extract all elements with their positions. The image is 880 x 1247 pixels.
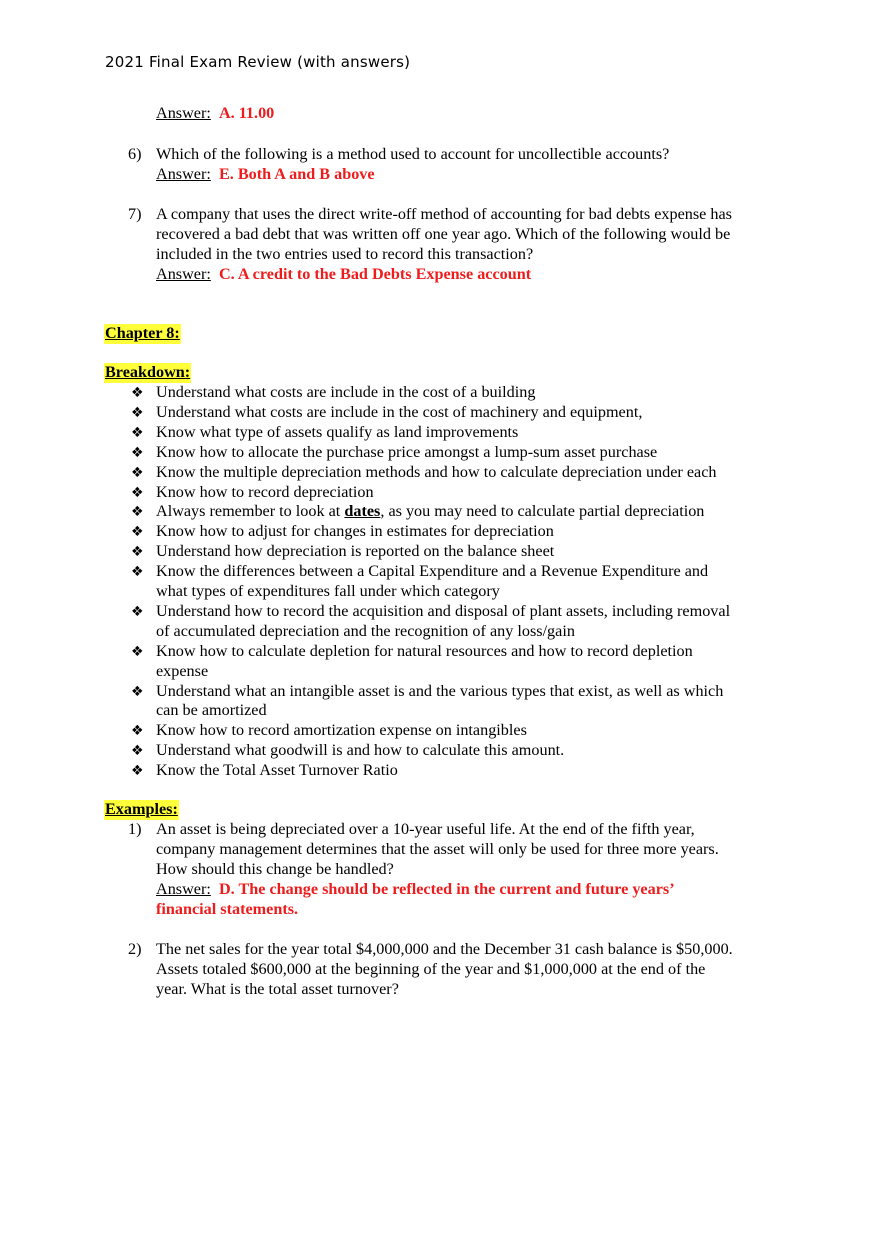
bullet-icon: ❖ xyxy=(131,643,144,660)
answer-value: A. 11.00 xyxy=(218,104,275,122)
breakdown-heading: Breakdown: xyxy=(105,363,191,381)
breakdown-item: Understand what an intangible asset is and the various types that exist, as well as which xyxy=(156,681,724,700)
page-header: 2021 Final Exam Review (with answers) xyxy=(105,53,411,71)
answer-value: C. A credit to the Bad Debts Expense account xyxy=(218,265,532,283)
breakdown-item: can be amortized xyxy=(156,701,267,720)
bullet-icon: ❖ xyxy=(131,385,144,401)
breakdown-item: Know what type of assets qualify as land improvements xyxy=(156,422,519,441)
bullet-icon: ❖ xyxy=(131,683,144,700)
bullet-icon: ❖ xyxy=(131,424,144,441)
breakdown-item: of accumulated depreciation and the recognition of any loss/gain xyxy=(156,621,575,640)
example-number: 2) xyxy=(128,940,142,958)
breakdown-item: Understand what goodwill is and how to calculate this amount. xyxy=(156,741,565,760)
bullet-icon: ❖ xyxy=(131,524,144,541)
breakdown-item: Understand what costs are include in the cost of machinery and equipment, xyxy=(156,402,643,421)
breakdown-item: Know the multiple depreciation methods and how to calculate depreciation under each xyxy=(156,462,717,481)
breakdown-item xyxy=(156,502,704,522)
question-text-line: included in the two entries used to record this transaction? xyxy=(156,245,534,263)
question-number: 7) xyxy=(128,205,142,223)
example-text-line: Assets totaled $600,000 at the beginning of the year and $1,000,000 at the end of the xyxy=(156,960,706,978)
example-text-line: year. What is the total asset turnover? xyxy=(156,980,399,998)
breakdown-item: Know the differences between a Capital Expenditure and a Revenue Expenditure and xyxy=(156,562,709,581)
question-text: Which of the following is a method used to account for uncollectible accounts? xyxy=(156,145,670,163)
answer-label: Answer: xyxy=(156,880,211,898)
bullet-icon: ❖ xyxy=(131,404,144,421)
examples-heading: Examples: xyxy=(105,800,178,818)
breakdown-item: Know how to record depreciation xyxy=(156,482,374,501)
breakdown-item: Understand how depreciation is reported on the balance sheet xyxy=(156,542,555,561)
bullet-icon: ❖ xyxy=(131,544,144,561)
answer-label: Answer: xyxy=(156,265,211,283)
breakdown-item-text: Always remember to look at xyxy=(156,502,345,521)
answer-line-prev xyxy=(156,104,274,124)
answer-value: D. The change should be reflected in the current and future years’ xyxy=(218,880,675,898)
bullet-icon: ❖ xyxy=(131,743,144,760)
breakdown-item-text: , as you may need to calculate partial depreciation xyxy=(380,502,705,521)
bullet-icon: ❖ xyxy=(131,444,144,461)
example-number: 1) xyxy=(128,820,142,838)
answer-line xyxy=(156,880,675,900)
breakdown-item: Know how to record amortization expense on intangibles xyxy=(156,721,527,740)
answer-value-cont: financial statements. xyxy=(156,900,299,918)
answer-line xyxy=(156,265,531,285)
example-text-line: company management determines that the asset will only be used for three more years. xyxy=(156,840,719,858)
bullet-icon: ❖ xyxy=(131,763,144,780)
example-text-line: The net sales for the year total $4,000,000 and the December 31 cash balance is $50,000. xyxy=(156,940,733,958)
emphasis-dates: dates xyxy=(344,502,381,521)
question-text-line: recovered a bad debt that was written off one year ago. Which of the following would be xyxy=(156,225,731,243)
breakdown-item: Know how to calculate depletion for natural resources and how to record depletion xyxy=(156,641,693,660)
breakdown-item: what types of expenditures fall under which category xyxy=(156,582,500,600)
bullet-icon: ❖ xyxy=(131,464,144,481)
question-text-line: A company that uses the direct write-off method of accounting for bad debts expense has xyxy=(156,205,732,223)
breakdown-item: Know how to allocate the purchase price amongst a lump-sum asset purchase xyxy=(156,442,658,461)
bullet-icon: ❖ xyxy=(131,564,144,581)
chapter-heading: Chapter 8: xyxy=(105,324,180,342)
bullet-icon: ❖ xyxy=(131,484,144,501)
breakdown-item: Know how to adjust for changes in estimates for depreciation xyxy=(156,522,554,541)
breakdown-item: Understand what costs are include in the cost of a building xyxy=(156,383,536,401)
bullet-icon: ❖ xyxy=(131,603,144,620)
example-text-line: An asset is being depreciated over a 10-year useful life. At the end of the fifth year, xyxy=(156,820,695,838)
breakdown-item: Understand how to record the acquisition and disposal of plant assets, including removal xyxy=(156,601,731,620)
question-number: 6) xyxy=(128,145,142,163)
bullet-icon: ❖ xyxy=(131,504,144,521)
answer-label: Answer: xyxy=(156,104,211,122)
breakdown-item: Know the Total Asset Turnover Ratio xyxy=(156,761,398,780)
answer-label: Answer: xyxy=(156,165,211,183)
example-text-line: How should this change be handled? xyxy=(156,860,394,878)
bullet-icon: ❖ xyxy=(131,723,144,740)
answer-line xyxy=(156,165,375,185)
answer-value: E. Both A and B above xyxy=(218,165,375,183)
breakdown-item: expense xyxy=(156,661,209,680)
